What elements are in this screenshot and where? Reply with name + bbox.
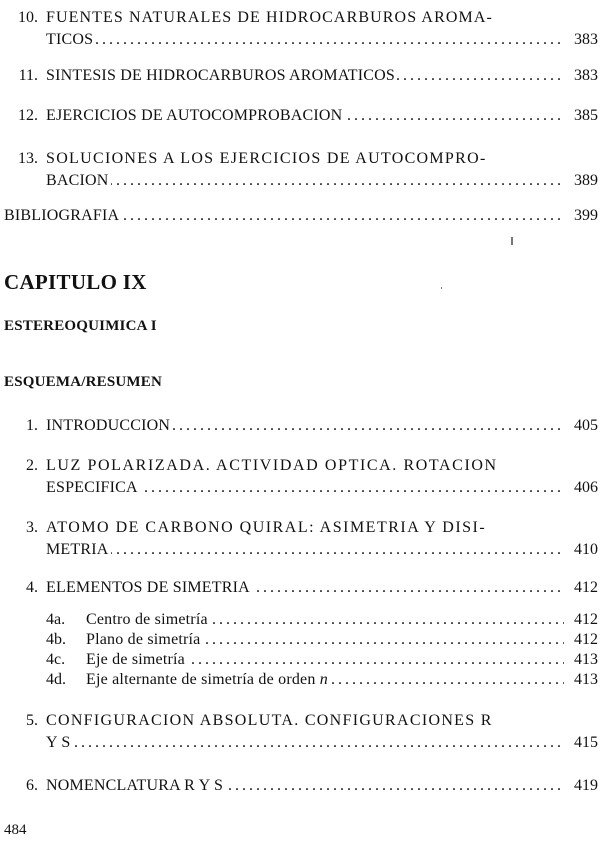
entry-leader bbox=[46, 776, 564, 796]
scan-mark bbox=[511, 237, 513, 245]
entry-title-line1: ATOMO DE CARBONO QUIRAL: ASIMETRIA Y DISI- bbox=[46, 519, 487, 536]
entry-title-line1: SOLUCIONES A LOS EJERCICIOS DE AUTOCOMPRO- bbox=[46, 150, 487, 167]
entry-title-line2-leader bbox=[46, 30, 564, 50]
entry-number: 4. bbox=[26, 579, 38, 596]
entry-page: 406 bbox=[574, 479, 598, 496]
entry-number: 1. bbox=[26, 417, 38, 434]
entry-number: 10. bbox=[18, 9, 38, 26]
entry-page: 383 bbox=[574, 31, 598, 48]
entry-page: 413 bbox=[574, 651, 598, 668]
entry-title-line2: ESPECIFICA bbox=[46, 479, 138, 496]
entry-page: 412 bbox=[574, 611, 598, 628]
subentry-title: Plano de simetría bbox=[86, 631, 201, 648]
entry-number: 2. bbox=[26, 457, 38, 474]
entry-title-line2-leader bbox=[46, 171, 564, 191]
entry-leader bbox=[86, 650, 564, 670]
entry-title-line1: FUENTES NATURALES DE HIDROCARBUROS AROMA- bbox=[46, 9, 493, 26]
subentry-italic-n: n bbox=[319, 671, 328, 688]
entry-page: 415 bbox=[574, 734, 598, 751]
entry-leader bbox=[86, 630, 564, 650]
entry-title: ELEMENTOS DE SIMETRIA bbox=[46, 579, 250, 596]
entry-leader bbox=[4, 206, 564, 226]
entry-leader bbox=[46, 106, 564, 126]
entry-title-line2: BACION bbox=[46, 172, 109, 189]
entry-title-line2: METRIA bbox=[46, 541, 109, 558]
entry-title: SINTESIS DE HIDROCARBUROS AROMATICOS bbox=[46, 67, 396, 84]
subentry-label: 4a. bbox=[46, 611, 66, 628]
entry-number: 12. bbox=[18, 107, 38, 124]
subentry-label: 4c. bbox=[46, 651, 66, 668]
entry-title: INTRODUCCION bbox=[46, 417, 171, 434]
entry-title-line1: LUZ POLARIZADA. ACTIVIDAD OPTICA. ROTACION bbox=[46, 457, 498, 474]
entry-number: 11. bbox=[18, 67, 38, 84]
entry-title-line2-leader bbox=[46, 733, 564, 753]
entry-page: 413 bbox=[574, 671, 598, 688]
entry-title-line2-leader bbox=[46, 540, 564, 560]
subentry-title: Centro de simetría bbox=[86, 611, 208, 628]
entry-number: 6. bbox=[26, 777, 38, 794]
entry-page: 412 bbox=[574, 631, 598, 648]
subentry-title: Eje alternante de simetría de orden bbox=[86, 671, 316, 688]
entry-page: 383 bbox=[574, 67, 598, 84]
entry-title-line2: Y S bbox=[46, 734, 71, 751]
bibliography-title: BIBLIOGRAFIA bbox=[4, 207, 120, 224]
entry-page: 385 bbox=[574, 107, 598, 124]
entry-title-line2: TICOS bbox=[46, 31, 94, 48]
section-title: ESTEREOQUIMICA I bbox=[4, 318, 157, 334]
entry-page: 419 bbox=[574, 777, 598, 794]
entry-leader bbox=[46, 578, 564, 598]
page-number: 484 bbox=[4, 822, 27, 838]
entry-page: 399 bbox=[574, 207, 598, 224]
subentry-label: 4b. bbox=[46, 631, 66, 648]
entry-number: 5. bbox=[26, 712, 38, 729]
subentry-label: 4d. bbox=[46, 671, 66, 688]
entry-number: 3. bbox=[26, 519, 38, 536]
entry-leader bbox=[86, 610, 564, 630]
scan-mark bbox=[441, 287, 442, 289]
entry-title-line1: CONFIGURACION ABSOLUTA. CONFIGURACIONES R bbox=[46, 712, 493, 729]
entry-leader bbox=[46, 416, 564, 436]
entry-title: NOMENCLATURA R Y S bbox=[46, 777, 224, 794]
entry-leader bbox=[86, 670, 564, 690]
entry-page: 389 bbox=[574, 172, 598, 189]
subentry-title: Eje de simetría bbox=[86, 651, 185, 668]
chapter-title: CAPITULO IX bbox=[4, 270, 147, 294]
entry-title: EJERCICIOS DE AUTOCOMPROBACION bbox=[46, 107, 343, 124]
entry-title-line2-leader bbox=[46, 478, 564, 498]
entry-page: 405 bbox=[574, 417, 598, 434]
entry-leader bbox=[46, 66, 564, 86]
entry-number: 13. bbox=[18, 150, 38, 167]
scheme-title: ESQUEMA/RESUMEN bbox=[4, 374, 163, 390]
entry-page: 410 bbox=[574, 541, 598, 558]
entry-page: 412 bbox=[574, 579, 598, 596]
